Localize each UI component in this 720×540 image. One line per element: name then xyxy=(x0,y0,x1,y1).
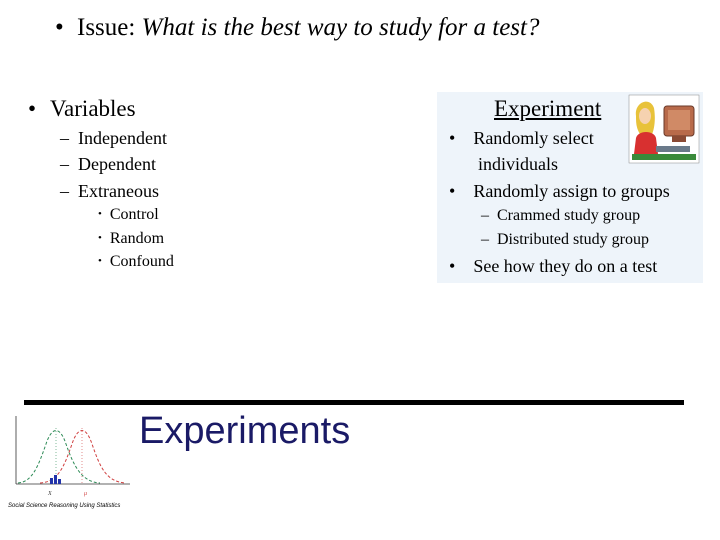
type-confound: Confound xyxy=(109,253,174,270)
experiment-group: – Distributed study group xyxy=(481,231,649,248)
type-random: Random xyxy=(109,230,165,247)
variable-extraneous: Extraneous xyxy=(78,181,159,201)
extraneous-type: • Control xyxy=(98,206,159,223)
variable-item: – Independent xyxy=(60,128,167,148)
experiment-select-text: Randomly select xyxy=(473,128,594,148)
experiment-test-text: See how they do on a test xyxy=(473,256,658,276)
variable-independent: Independent xyxy=(78,128,167,148)
variable-dependent: Dependent xyxy=(78,154,156,174)
student-computer-icon xyxy=(628,94,700,164)
type-control: Control xyxy=(109,206,159,223)
graph-mu-label: μ xyxy=(84,491,88,497)
footer-caption: Social Science Reasoning Using Statistics xyxy=(8,503,121,509)
graph-x-label: X xyxy=(48,491,52,497)
group-distributed: Distributed study group xyxy=(497,231,649,248)
divider-bar xyxy=(24,400,684,405)
issue-question: What is the best way to study for a test? xyxy=(141,14,540,41)
experiment-assign-text: Randomly assign to groups xyxy=(473,181,670,201)
experiment-title: Experiment xyxy=(494,96,602,121)
bullet-icon: • xyxy=(28,96,37,121)
extraneous-type: • Random xyxy=(98,230,165,247)
section-title: Experiments xyxy=(139,410,351,452)
experiment-bullet: • Randomly select xyxy=(449,128,594,148)
issue-label: Issue: xyxy=(77,14,142,41)
variables-heading xyxy=(28,96,136,122)
variables-title: Variables xyxy=(50,96,136,121)
normal-curves-logo xyxy=(10,412,132,504)
experiment-bullet: • See how they do on a test xyxy=(449,256,658,276)
experiment-bullet-cont: individuals xyxy=(478,154,558,174)
variable-item: – Extraneous xyxy=(60,181,159,201)
extraneous-type: • Confound xyxy=(98,253,174,270)
variable-item: – Dependent xyxy=(60,154,156,174)
bullet-icon: • xyxy=(55,14,64,41)
experiment-group: – Crammed study group xyxy=(481,207,641,224)
experiment-bullet: • Randomly assign to groups xyxy=(449,181,670,201)
issue-line xyxy=(55,14,539,42)
group-crammed: Crammed study group xyxy=(497,207,641,224)
